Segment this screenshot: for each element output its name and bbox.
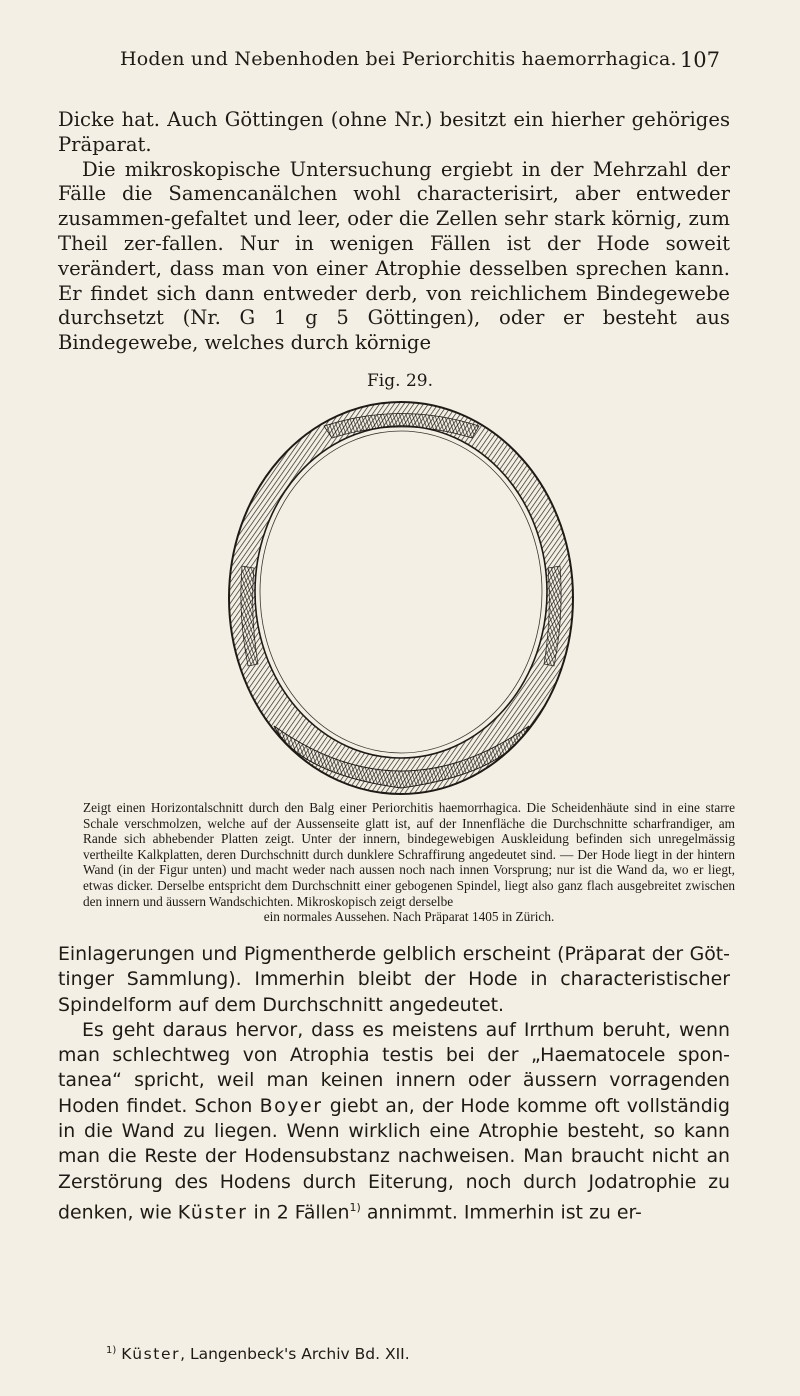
top-text-block bbox=[58, 108, 730, 356]
footnote-author: Küster bbox=[121, 1345, 181, 1364]
paragraph-text: in 2 Fällen bbox=[247, 1201, 350, 1224]
paragraph-spindle: Einlagerungen und Pigmentherde gelblich erscheint (Präparat der Göt-tinger Sammlung). Immerhin bleibt der Hode in characteristischer Spindelform auf dem Durchschnitt angedeutet. bbox=[58, 943, 730, 1016]
cross-section-illustration-icon bbox=[204, 396, 598, 800]
paragraph-microscopy: Die mikroskopische Untersuchung ergiebt in der Mehrzahl der Fälle die Samencanälchen wohl characterisirt, aber entweder zusammen-gefaltet und leer, oder die Zellen sehr stark körnig, zum Theil zer-fallen. Nur in wenigen Fällen ist der Hode soweit verändert, dass man von einer Atrophie desselben sprechen kann. Er findet sich dann entweder derb, von reichlichem Bindegewebe durchsetzt (Nr. G 1 g 5 Göttingen), oder er besteht aus Bindegewebe, welches durch körnige bbox=[58, 157, 730, 355]
paragraph-continuation: Dicke hat. Auch Göttingen (ohne Nr.) besitzt ein hierher gehöriges Präparat. bbox=[58, 108, 730, 156]
figure-label: Fig. 29. bbox=[367, 371, 433, 391]
caption-text: Zeigt einen Horizontalschnitt durch den Balg einer Periorchitis haemorrhagica. Die Scheidenhäute sind in eine starre Schale verschmolzen, welche auf der Aussenseite glatt ist, auf der Innenfläche die Durchschnitte scharfrandiger, am Rande sich abhebender Platten zeigt. Unter der innern, bindegewebigen Auskleidung befinden sich unregelmässig vertheilte Kalkplatten, deren Durchschnitt durch dunklere Schraffirung angedeutet sind. — Der Hode liegt in der hintern Wand (in der Figur unten) und macht weder nach aussen noch nach innen Vorsprung; nur ist die Wand da, wo er liegt, etwas dicker. Derselbe entspricht dem Durchschnitt einer gebogenen Spindel, liegt also ganz flach ausgebreitet zwischen den innern und äussern Wandschichten. Mikroskopisch zeigt derselbe bbox=[83, 800, 735, 909]
footnote-reference[interactable]: 1) bbox=[349, 1200, 361, 1214]
bottom-text-block bbox=[58, 942, 730, 1226]
page-number: 107 bbox=[679, 48, 720, 72]
footnote-marker: 1) bbox=[106, 1345, 117, 1356]
figure-29 bbox=[204, 396, 598, 800]
figure-caption bbox=[83, 800, 735, 925]
paragraph-atrophy bbox=[58, 1018, 730, 1226]
caption-last-line: ein normales Aussehen. Nach Präparat 1405 in Zürich. bbox=[263, 909, 555, 925]
running-head: Hoden und Nebenhoden bei Periorchitis haemorrhagica. bbox=[120, 48, 677, 70]
paragraph-text: Es geht daraus hervor, dass es meistens auf Irrthum beruht, wenn man schlechtweg von Atrophia testis bei der „Haematocele spon-tanea“ spricht, weil man keinen innern oder äussern vorragenden Hoden findet. Schon bbox=[58, 1018, 730, 1117]
paragraph-text: giebt an, der Hode komme oft vollständig in die Wand zu liegen. Wenn wirklich eine Atrophie besteht, so kann man die Reste der Hodensubstanz nachweisen. Man braucht nicht an Zerstörung des Hodens durch Eiterung, noch durch Jodatrophie zu denken, wie bbox=[58, 1094, 731, 1224]
author-boyer: Boyer bbox=[259, 1094, 323, 1117]
footnote bbox=[106, 1345, 410, 1363]
author-kuester: Küster bbox=[177, 1201, 248, 1224]
footnote-text: , Langenbeck's Archiv Bd. XII. bbox=[180, 1345, 410, 1364]
paragraph-text: annimmt. Immerhin ist zu er- bbox=[360, 1201, 642, 1224]
page-header bbox=[105, 44, 720, 84]
